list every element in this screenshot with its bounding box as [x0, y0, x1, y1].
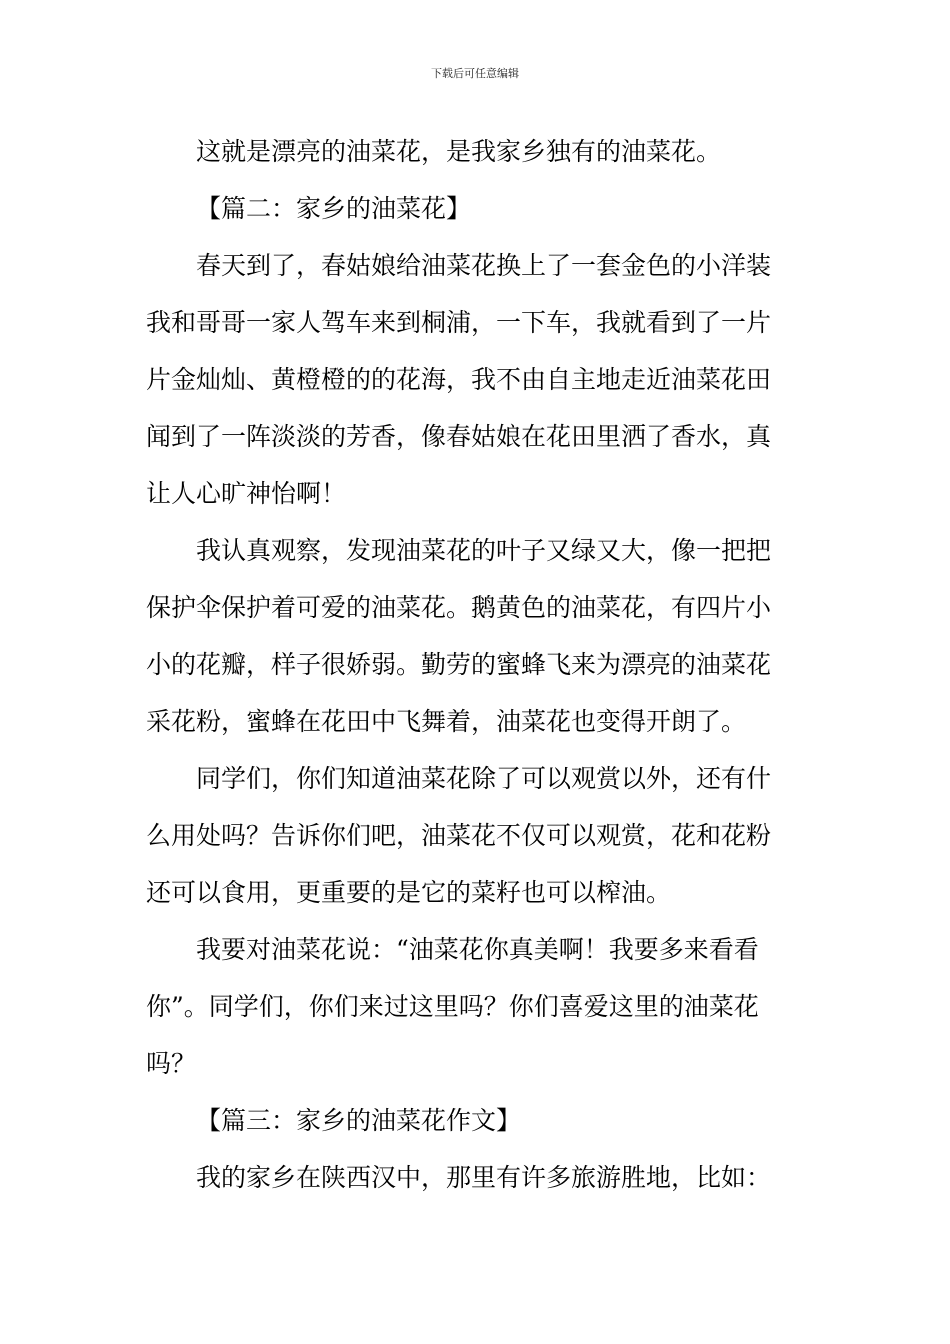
- paragraph-line: 我的家乡在陕西汉中，那里有许多旅游胜地，比如：: [196, 1163, 772, 1192]
- paragraph-line: 让人心旷神怡啊！: [146, 479, 347, 508]
- paragraph-line: 同学们，你们知道油菜花除了可以观赏以外，还有什: [196, 764, 772, 793]
- paragraph-line: 这就是漂亮的油菜花，是我家乡独有的油菜花。: [196, 137, 722, 166]
- paragraph-line: 还可以食用，更重要的是它的菜籽也可以榨油。: [146, 878, 672, 907]
- section-heading: 【篇三：家乡的油菜花作文】: [196, 1106, 522, 1135]
- paragraph-line: 采花粉，蜜蜂在花田中飞舞着，油菜花也变得开朗了。: [146, 707, 747, 736]
- paragraph-line: 小的花瓣，样子很娇弱。勤劳的蜜蜂飞来为漂亮的油菜花: [146, 650, 772, 679]
- paragraph-line: 我认真观察，发现油菜花的叶子又绿又大，像一把把: [196, 536, 772, 565]
- paragraph-line: 片金灿灿、黄橙橙的的花海，我不由自主地走近油菜花田: [146, 365, 772, 394]
- paragraph-line: 我要对油菜花说：“油菜花你真美啊！我要多来看看: [196, 935, 759, 964]
- page-header: 下载后可任意编辑: [431, 67, 519, 80]
- paragraph-line: 吗？: [146, 1049, 197, 1078]
- paragraph-line: 保护伞保护着可爱的油菜花。鹅黄色的油菜花，有四片小: [146, 593, 772, 622]
- section-heading: 【篇二：家乡的油菜花】: [196, 194, 472, 223]
- paragraph-line: 闻到了一阵淡淡的芳香，像春姑娘在花田里洒了香水，真: [146, 422, 772, 451]
- paragraph-line: 春天到了，春姑娘给油菜花换上了一套金色的小洋装: [196, 251, 772, 280]
- paragraph-line: 你”。同学们，你们来过这里吗？你们喜爱这里的油菜花: [146, 992, 759, 1021]
- paragraph-line: 么用处吗？告诉你们吧，油菜花不仅可以观赏，花和花粉: [146, 821, 772, 850]
- paragraph-line: 我和哥哥一家人驾车来到桐浦，一下车，我就看到了一片: [146, 308, 772, 337]
